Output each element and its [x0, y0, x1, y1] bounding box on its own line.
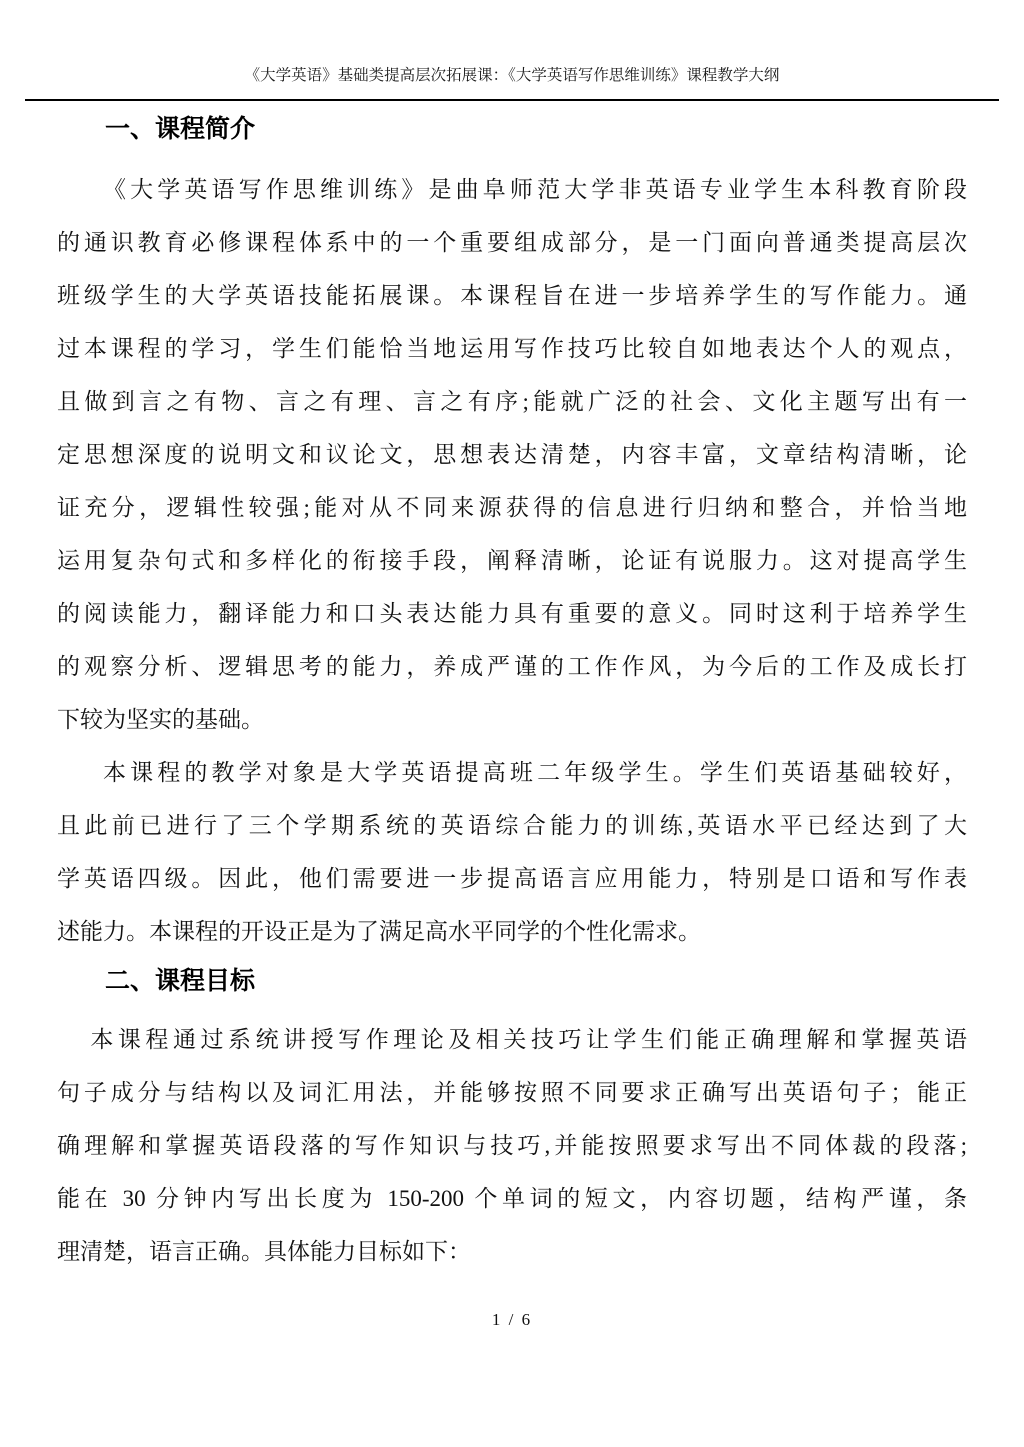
paragraph-line: 句子成分与结构以及词汇用法，并能够按照不同要求正确写出英语句子；能正 — [57, 1080, 967, 1105]
paragraph-line: 学英语四级。因此，他们需要进一步提高语言应用能力，特别是口语和写作表 — [57, 866, 967, 891]
paragraph-line: 理清楚，语言正确。具体能力目标如下： — [57, 1239, 471, 1264]
paragraph-line: 定思想深度的说明文和议论文，思想表达清楚，内容丰富，文章结构清晰，论 — [57, 442, 967, 467]
paragraph-line: 《大学英语写作思维训练》是曲阜师范大学非英语专业学生本科教育阶段 — [103, 177, 967, 202]
paragraph-line: 班级学生的大学英语技能拓展课。本课程旨在进一步培养学生的写作能力。通 — [57, 283, 967, 308]
document-body — [57, 114, 967, 1278]
paragraph-line: 证充分，逻辑性较强;能对从不同来源获得的信息进行归纳和整合，并恰当地 — [57, 495, 967, 520]
paragraph-line: 的阅读能力，翻译能力和口头表达能力具有重要的意义。同时这利于培养学生 — [57, 601, 967, 626]
paragraph-line: 且此前已进行了三个学期系统的英语综合能力的训练,英语水平已经达到了大 — [57, 813, 967, 838]
paragraph-line: 能在 30 分钟内写出长度为 150-200 个单词的短文，内容切题，结构严谨，条 — [57, 1186, 967, 1211]
paragraph-line: 过本课程的学习，学生们能恰当地运用写作技巧比较自如地表达个人的观点， — [57, 336, 967, 361]
section-heading-course-goals: 二、课程目标 — [105, 967, 256, 995]
paragraph-line: 本课程通过系统讲授写作理论及相关技巧让学生们能正确理解和掌握英语 — [90, 1027, 967, 1052]
header-divider — [25, 99, 999, 101]
paragraph-line: 且做到言之有物、言之有理、言之有序;能就广泛的社会、文化主题写出有一 — [57, 389, 967, 414]
paragraph-line: 的观察分析、逻辑思考的能力，养成严谨的工作作风，为今后的工作及成长打 — [57, 654, 967, 679]
paragraph — [57, 1013, 967, 1278]
paragraph — [57, 746, 967, 958]
paragraph-line: 述能力。本课程的开设正是为了满足高水平同学的个性化需求。 — [57, 919, 701, 944]
paragraph-line: 的通识教育必修课程体系中的一个重要组成部分，是一门面向普通类提高层次 — [57, 230, 967, 255]
page-number: 1 / 6 — [491, 1310, 533, 1329]
paragraph — [57, 163, 967, 746]
paragraph-line: 本课程的教学对象是大学英语提高班二年级学生。学生们英语基础较好， — [103, 760, 967, 785]
page-header-title: 《大学英语》基础类提高层次拓展课：《大学英语写作思维训练》课程教学大纲 — [244, 67, 780, 84]
section-heading-course-intro: 一、课程简介 — [105, 115, 256, 143]
paragraph-line: 下较为坚实的基础。 — [57, 707, 264, 732]
paragraph-line: 运用复杂句式和多样化的衔接手段，阐释清晰，论证有说服力。这对提高学生 — [57, 548, 967, 573]
paragraph-line: 确理解和掌握英语段落的写作知识与技巧,并能按照要求写出不同体裁的段落; — [57, 1133, 967, 1158]
